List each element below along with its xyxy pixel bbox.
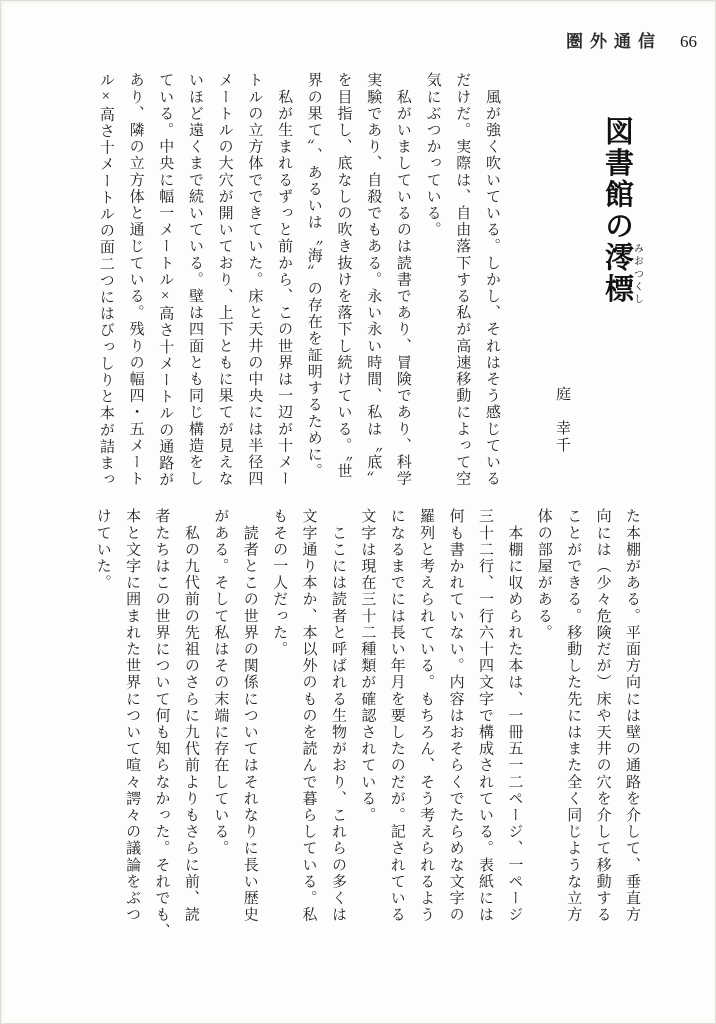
text-column: ル×高さ十メートルの面二つにはびっしりと本が詰まっ xyxy=(97,72,114,488)
upper-text-block xyxy=(88,72,646,492)
title-ruby-base: 澪標 xyxy=(601,242,633,305)
text-column: いほど遠くまで続いている。壁は四面とも同じ構造をし xyxy=(186,72,203,487)
text-column: 何も書かれていない。内容はおそらくでたらめな文字の xyxy=(447,508,464,923)
text-column: 者たちはこの世界について何も知らなかった。それでも、 xyxy=(153,508,170,940)
text-column: ている。中央に幅一メートル×高さ十メートルの通路が xyxy=(157,72,174,488)
title-furigana: みおつくし xyxy=(631,242,643,305)
text-column: 三十二行、一行六十四文字で構成されている。表紙には xyxy=(476,508,493,923)
text-column: 文字は現在三十二種類が確認されている。 xyxy=(359,508,376,824)
text-column: けていた。 xyxy=(94,508,111,591)
text-column: 風が強く吹いている。しかし、それはそう感じている xyxy=(484,72,500,487)
page-number: 66 xyxy=(680,32,697,51)
text-column: 本と文字に囲まれた世界について喧々諤々の議論をぶつ xyxy=(124,508,141,923)
text-column: トルの立方体でできていた。床と天井の中央には半径四 xyxy=(246,72,263,487)
text-column: メートルの大穴が開いており、上下ともに果てが見えな xyxy=(216,72,233,487)
text-column: ことができる。移動した先にはまた全く同じような立方 xyxy=(565,508,582,923)
text-column: 本棚に収められた本は、一冊五一二ページ、一ページ xyxy=(506,508,523,923)
text-column: 体の部屋がある。 xyxy=(535,508,552,641)
title-ruby xyxy=(601,242,643,305)
lower-text-block xyxy=(88,508,646,940)
text-column: になるまでには長い年月を要したのだが。記されている xyxy=(388,508,405,923)
text-column: た本棚がある。平面方向には壁の通路を介して、垂直方 xyxy=(624,508,640,923)
text-column: 気にぶつかっている。 xyxy=(424,72,441,238)
text-column: を目指し、底なしの吹き抜けを落下し続けている。〝世 xyxy=(335,72,352,480)
text-column: 文字通り本か、本以外のものを読んで暮らしている。私 xyxy=(300,508,317,923)
text-column: 私が生まれるずっと前から、この世界は一辺が十メー xyxy=(276,72,293,487)
article-title-column xyxy=(587,72,646,492)
text-column: 羅列と考えられている。もちろん、そう考えられるよう xyxy=(418,508,435,923)
text-column: もその一人だった。 xyxy=(271,508,288,658)
upper-body-text xyxy=(90,72,506,492)
text-column: あり、隣の立方体と通じている。残りの幅四・五メート xyxy=(127,72,144,487)
text-column: ここには読者と呼ばれる生物がおり、これらの多くは xyxy=(329,508,346,923)
article-title xyxy=(597,116,642,492)
author-name: 庭 幸千 xyxy=(554,386,570,454)
text-column: 実験であり、自殺でもある。永い永い時間、私は〝底〟 xyxy=(365,72,382,487)
title-text: 図書館の xyxy=(601,116,633,242)
magazine-logo: 圏外通信 xyxy=(566,32,662,51)
text-column: 私がいましているのは読書であり、冒険であり、科学 xyxy=(394,72,411,487)
text-column: だけだ。実際は、自由落下する私が高速移動によって空 xyxy=(454,72,471,487)
text-column: 向には（少々危険だが）床や天井の穴を介して移動する xyxy=(594,508,611,923)
text-column: がある。そして私はその末端に存在している。 xyxy=(212,508,229,857)
text-column: 界の果て〟、あるいは〝海〟の存在を証明するために。 xyxy=(305,72,322,480)
page-header xyxy=(566,27,697,52)
text-column: 読者とこの世界の関係についてはそれなりに長い歴史 xyxy=(241,508,258,923)
text-column: 私の九代前の先祖のさらに九代前よりもさらに前、読 xyxy=(182,508,199,923)
